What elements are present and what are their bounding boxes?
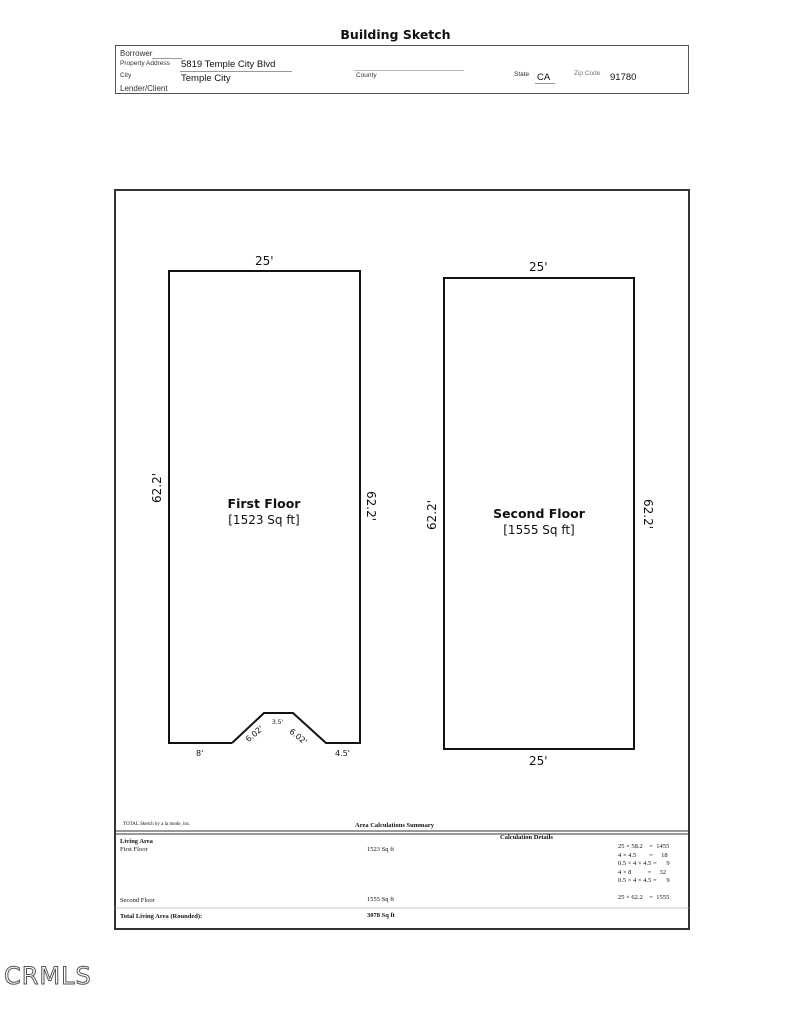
first-floor-bottom-right-dimension: 4.5' <box>335 749 350 758</box>
first-floor-row-label: First Floor <box>120 846 148 853</box>
calc-line: 0.5 × 4 × 4.5 = 9 <box>618 860 670 867</box>
total-living-area-value: 3078 Sq ft <box>367 912 395 919</box>
first-floor-row-area: 1523 Sq ft <box>367 846 395 853</box>
second-floor-row-label: Second Floor <box>120 897 155 904</box>
borrower-label: Borrower <box>120 49 153 58</box>
summary-heading: Area Calculations Summary <box>355 822 434 829</box>
first-floor-name: First Floor <box>227 496 301 511</box>
first-floor-area: [1523 Sq ft] <box>228 513 300 527</box>
page-title: Building Sketch <box>340 27 451 42</box>
lender-label: Lender/Client <box>120 84 168 93</box>
property-address-label: Property Address <box>120 60 170 67</box>
first-floor-calc-list <box>618 843 686 886</box>
zip-value: 91780 <box>610 72 637 83</box>
total-living-area-label: Total Living Area (Rounded): <box>120 913 203 920</box>
calc-line: 0.5 × 4 × 4.5 = 9 <box>618 877 670 884</box>
state-value: CA <box>537 72 551 83</box>
first-floor-right-dimension: 62.2' <box>364 491 378 522</box>
first-floor-top-dimension: 25' <box>255 254 274 268</box>
second-floor-area: [1555 Sq ft] <box>503 523 575 537</box>
second-floor-name: Second Floor <box>493 506 585 521</box>
second-floor-left-dimension: 62.2' <box>425 499 439 530</box>
zip-label: Zip Code <box>574 70 601 77</box>
living-area-label: Living Area <box>120 838 153 845</box>
property-address-value: 5819 Temple City Blvd <box>181 59 276 70</box>
first-floor-left-dimension: 62.2' <box>150 472 164 503</box>
calc-line: 25 × 58.2 = 1455 <box>618 843 670 850</box>
county-label: County <box>356 72 377 79</box>
second-floor-row-area: 1555 Sq ft <box>367 896 395 903</box>
first-floor-notch-dimension: 3.5' <box>272 719 284 726</box>
city-value: Temple City <box>181 73 231 84</box>
first-floor-diag-right-dimension: 6.02' <box>287 727 309 747</box>
calculation-details-heading: Calculation Details <box>500 834 553 841</box>
first-floor-diag-left-dimension: 6.02' <box>244 724 266 744</box>
second-floor-right-dimension: 62.2' <box>641 499 655 530</box>
second-floor-calc: 25 × 62.2 = 1555 <box>618 894 670 901</box>
city-label: City <box>120 72 132 79</box>
state-label: State <box>514 71 530 78</box>
second-floor-top-dimension: 25' <box>529 260 548 274</box>
crmls-watermark: CRMLS <box>4 962 92 990</box>
second-floor-bottom-dimension: 25' <box>529 754 548 768</box>
calc-line: 4 × 4.5 = 18 <box>618 851 668 859</box>
first-floor-bottom-left-dimension: 8' <box>196 749 204 758</box>
calc-line: 4 × 8 = 32 <box>618 868 666 876</box>
sketch-credit: TOTAL Sketch by a la mode, inc. <box>123 822 191 827</box>
